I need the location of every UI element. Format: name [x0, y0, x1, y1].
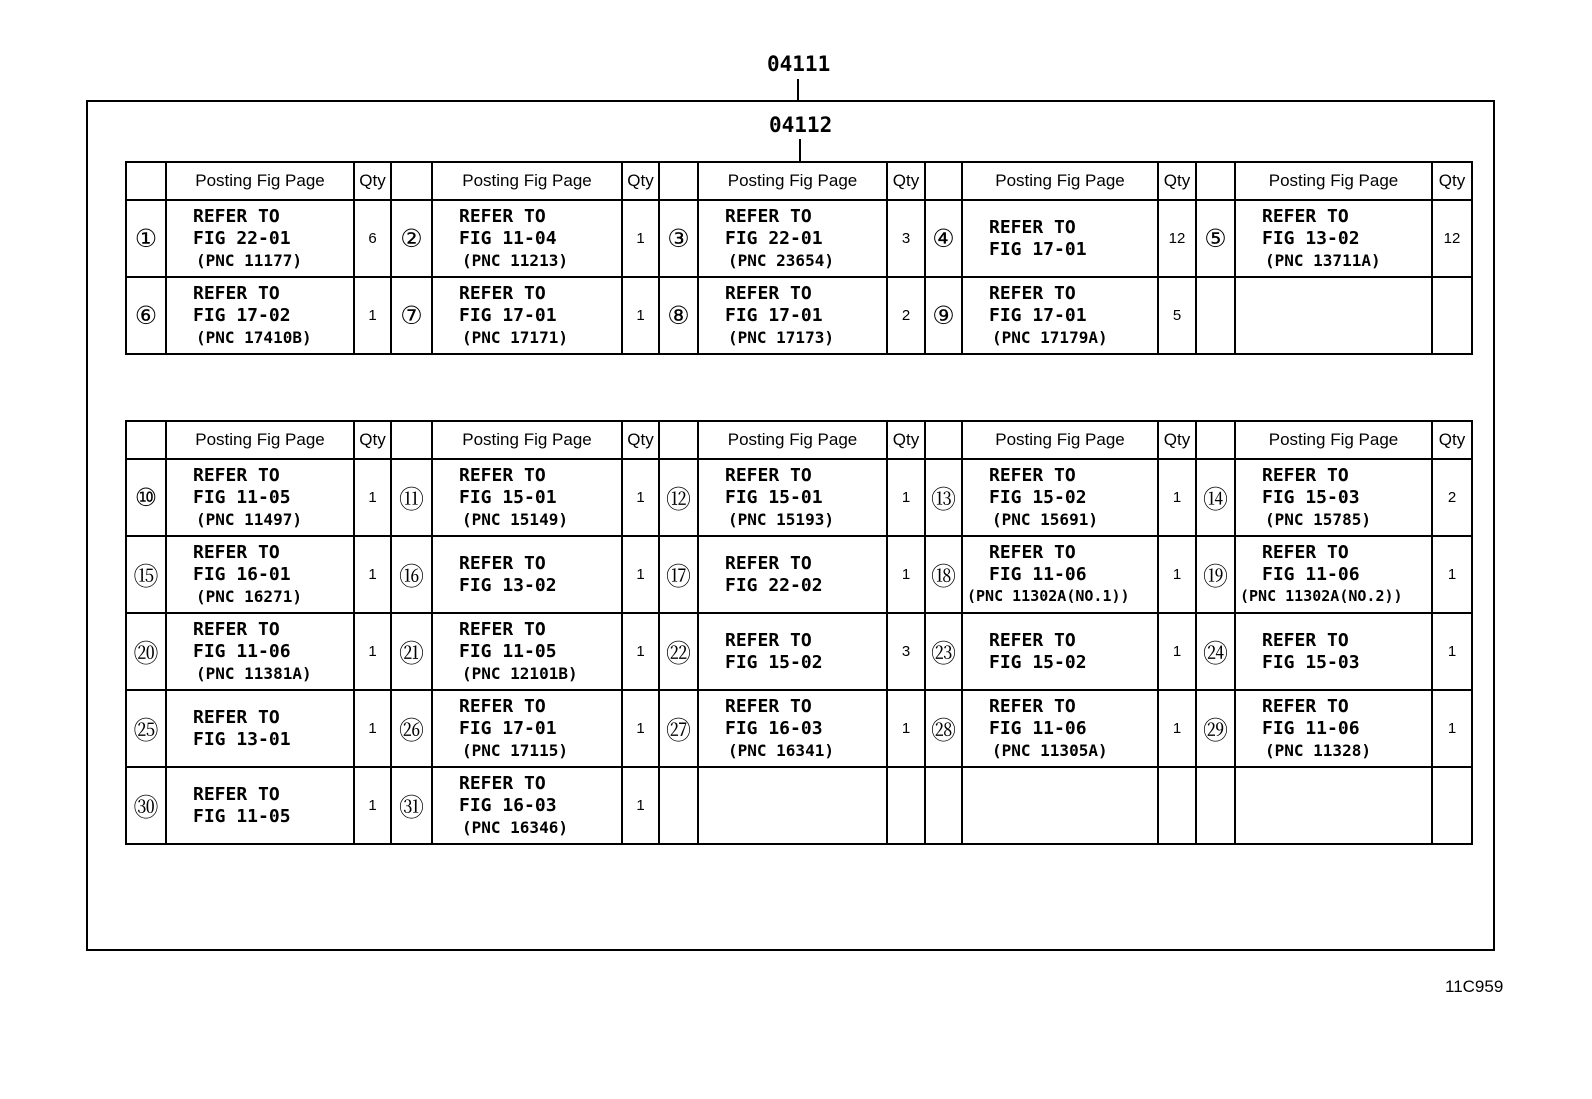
reference-cell — [962, 200, 1158, 277]
header-posting-fig-page: Posting Fig Page — [432, 421, 622, 459]
qty-value: 3 — [887, 200, 925, 277]
table-row — [126, 200, 1472, 277]
fig-ref-text: FIG 11-06 — [1262, 564, 1360, 585]
reference-text — [963, 283, 1157, 348]
refer-to-text: REFER TO — [193, 619, 280, 640]
header-posting-fig-page: Posting Fig Page — [1235, 421, 1432, 459]
refer-to-text: REFER TO — [459, 206, 546, 227]
pnc-text: (PNC 11302A(NO.2)) — [1240, 587, 1403, 605]
header-posting-fig-page: Posting Fig Page — [432, 162, 622, 200]
qty-value — [1432, 767, 1472, 844]
qty-value: 1 — [1432, 613, 1472, 690]
qty-value: 1 — [622, 536, 659, 613]
reference-cell — [698, 200, 887, 277]
header-posting-fig-page: Posting Fig Page — [1235, 162, 1432, 200]
item-number: ㉘ — [925, 690, 962, 767]
reference-cell — [432, 613, 622, 690]
reference-text — [1236, 206, 1431, 271]
refer-to-text: REFER TO — [725, 465, 812, 486]
reference-text — [1236, 542, 1431, 607]
qty-value: 1 — [622, 613, 659, 690]
pnc-text: (PNC 16346) — [462, 818, 568, 837]
header-blank-cell — [659, 421, 698, 459]
pnc-text: (PNC 16271) — [196, 587, 302, 606]
reference-text — [699, 630, 886, 674]
reference-text — [433, 283, 621, 348]
reference-cell — [1235, 613, 1432, 690]
qty-value: 1 — [1158, 613, 1196, 690]
reference-cell — [698, 459, 887, 536]
reference-text — [699, 465, 886, 530]
item-number: ㉕ — [126, 690, 166, 767]
refer-to-text: REFER TO — [193, 465, 280, 486]
qty-value — [1158, 767, 1196, 844]
refer-to-text: REFER TO — [1262, 542, 1349, 563]
subassembly-leader-line — [799, 139, 801, 162]
header-qty: Qty — [1432, 421, 1472, 459]
qty-value: 1 — [1158, 459, 1196, 536]
refer-to-text: REFER TO — [1262, 465, 1349, 486]
diagram-id: 11C959 — [1445, 977, 1504, 996]
reference-text — [699, 206, 886, 271]
reference-cell — [432, 767, 622, 844]
pnc-text: (PNC 17173) — [728, 328, 834, 347]
header-qty: Qty — [1158, 162, 1196, 200]
item-number: ㉗ — [659, 690, 698, 767]
reference-text — [1236, 630, 1431, 674]
header-posting-fig-page: Posting Fig Page — [166, 421, 354, 459]
qty-value: 2 — [1432, 459, 1472, 536]
fig-ref-text: FIG 17-02 — [193, 305, 291, 326]
reference-cell — [698, 536, 887, 613]
item-number: ㉚ — [126, 767, 166, 844]
refer-to-text: REFER TO — [193, 706, 280, 728]
reference-cell — [166, 200, 354, 277]
refer-to-text: REFER TO — [725, 552, 812, 574]
item-number: ① — [126, 200, 166, 277]
reference-cell — [1235, 767, 1432, 844]
header-qty: Qty — [354, 421, 391, 459]
pnc-text: (PNC 11328) — [1265, 741, 1371, 760]
pnc-text: (PNC 13711A) — [1265, 251, 1381, 270]
reference-table-1 — [125, 161, 1473, 355]
reference-text — [1236, 696, 1431, 761]
reference-cell — [166, 536, 354, 613]
fig-ref-text: FIG 17-01 — [459, 718, 557, 739]
refer-to-text: REFER TO — [725, 629, 812, 651]
fig-ref-text: FIG 17-01 — [989, 238, 1087, 260]
fig-ref-text: FIG 11-04 — [459, 228, 557, 249]
pnc-text: (PNC 17115) — [462, 741, 568, 760]
fig-ref-text: FIG 22-02 — [725, 574, 823, 596]
item-number: ⑧ — [659, 277, 698, 354]
fig-ref-text: FIG 15-01 — [459, 487, 557, 508]
refer-to-text: REFER TO — [989, 696, 1076, 717]
pnc-text: (PNC 15785) — [1265, 510, 1371, 529]
refer-to-text: REFER TO — [193, 283, 280, 304]
qty-value: 1 — [622, 277, 659, 354]
header-posting-fig-page: Posting Fig Page — [698, 162, 887, 200]
reference-cell — [1235, 536, 1432, 613]
fig-ref-text: FIG 11-05 — [193, 487, 291, 508]
item-number: ⑳ — [126, 613, 166, 690]
reference-cell — [432, 277, 622, 354]
fig-ref-text: FIG 15-03 — [1262, 651, 1360, 673]
header-row — [126, 421, 1472, 459]
refer-to-text: REFER TO — [725, 696, 812, 717]
fig-ref-text: FIG 15-02 — [989, 487, 1087, 508]
pnc-text: (PNC 11302A(NO.1)) — [967, 587, 1130, 605]
reference-text — [963, 542, 1157, 607]
qty-value: 2 — [887, 277, 925, 354]
item-number: ⑭ — [1196, 459, 1235, 536]
item-number: ⑲ — [1196, 536, 1235, 613]
reference-cell — [432, 200, 622, 277]
item-number: ㉒ — [659, 613, 698, 690]
pnc-text: (PNC 15691) — [992, 510, 1098, 529]
reference-text — [433, 206, 621, 271]
pnc-text: (PNC 12101B) — [462, 664, 578, 683]
refer-to-text: REFER TO — [1262, 696, 1349, 717]
fig-ref-text: FIG 11-06 — [989, 564, 1087, 585]
pnc-text: (PNC 17410B) — [196, 328, 312, 347]
fig-ref-text: FIG 22-01 — [193, 228, 291, 249]
reference-text — [699, 696, 886, 761]
header-qty: Qty — [622, 162, 659, 200]
qty-value: 12 — [1432, 200, 1472, 277]
fig-ref-text: FIG 11-06 — [1262, 718, 1360, 739]
refer-to-text: REFER TO — [193, 542, 280, 563]
qty-value: 1 — [354, 613, 391, 690]
reference-cell — [962, 767, 1158, 844]
item-number: ⑥ — [126, 277, 166, 354]
refer-to-text: REFER TO — [459, 696, 546, 717]
item-number: ㉑ — [391, 613, 432, 690]
refer-to-text: REFER TO — [459, 773, 546, 794]
fig-ref-text: FIG 13-02 — [1262, 228, 1360, 249]
item-number: ⑦ — [391, 277, 432, 354]
item-number: ③ — [659, 200, 698, 277]
header-posting-fig-page: Posting Fig Page — [698, 421, 887, 459]
qty-value — [887, 767, 925, 844]
fig-ref-text: FIG 13-01 — [193, 728, 291, 750]
reference-cell — [698, 767, 887, 844]
header-blank-cell — [126, 162, 166, 200]
reference-cell — [1235, 459, 1432, 536]
item-number: ⑮ — [126, 536, 166, 613]
reference-text — [167, 707, 353, 751]
qty-value: 1 — [1432, 536, 1472, 613]
header-qty: Qty — [1432, 162, 1472, 200]
reference-text — [1236, 465, 1431, 530]
reference-text — [433, 553, 621, 597]
refer-to-text: REFER TO — [989, 629, 1076, 651]
pnc-text: (PNC 16341) — [728, 741, 834, 760]
qty-value: 1 — [1158, 536, 1196, 613]
reference-cell — [166, 277, 354, 354]
fig-ref-text: FIG 11-05 — [459, 641, 557, 662]
reference-text — [963, 630, 1157, 674]
reference-text — [963, 465, 1157, 530]
refer-to-text: REFER TO — [725, 283, 812, 304]
fig-ref-text: FIG 17-01 — [459, 305, 557, 326]
fig-ref-text: FIG 15-02 — [989, 651, 1087, 673]
table-row — [126, 613, 1472, 690]
header-qty: Qty — [354, 162, 391, 200]
refer-to-text: REFER TO — [989, 283, 1076, 304]
header-qty: Qty — [622, 421, 659, 459]
reference-cell — [166, 767, 354, 844]
refer-to-text: REFER TO — [1262, 206, 1349, 227]
header-row — [126, 162, 1472, 200]
qty-value: 1 — [887, 459, 925, 536]
header-posting-fig-page: Posting Fig Page — [962, 162, 1158, 200]
reference-text — [167, 206, 353, 271]
header-posting-fig-page: Posting Fig Page — [166, 162, 354, 200]
pnc-text: (PNC 11305A) — [992, 741, 1108, 760]
pnc-text: (PNC 11177) — [196, 251, 302, 270]
reference-cell — [1235, 690, 1432, 767]
pnc-text: (PNC 23654) — [728, 251, 834, 270]
table-row — [126, 459, 1472, 536]
refer-to-text: REFER TO — [193, 206, 280, 227]
header-blank-cell — [126, 421, 166, 459]
fig-ref-text: FIG 16-03 — [459, 795, 557, 816]
reference-cell — [698, 690, 887, 767]
reference-cell — [698, 613, 887, 690]
header-qty: Qty — [887, 421, 925, 459]
assembly-label: 04111 — [767, 52, 831, 76]
qty-value: 1 — [354, 690, 391, 767]
refer-to-text: REFER TO — [459, 283, 546, 304]
fig-ref-text: FIG 15-03 — [1262, 487, 1360, 508]
item-number: ② — [391, 200, 432, 277]
reference-text — [167, 465, 353, 530]
fig-ref-text: FIG 17-01 — [989, 305, 1087, 326]
qty-value: 1 — [622, 200, 659, 277]
pnc-text: (PNC 17171) — [462, 328, 568, 347]
reference-cell — [166, 690, 354, 767]
item-number: ⑯ — [391, 536, 432, 613]
header-qty: Qty — [887, 162, 925, 200]
qty-value — [1432, 277, 1472, 354]
item-number: ⑪ — [391, 459, 432, 536]
reference-cell — [1235, 200, 1432, 277]
item-number — [1196, 767, 1235, 844]
header-qty: Qty — [1158, 421, 1196, 459]
header-blank-cell — [391, 162, 432, 200]
qty-value: 1 — [1158, 690, 1196, 767]
reference-cell — [432, 690, 622, 767]
item-number: ㉔ — [1196, 613, 1235, 690]
header-blank-cell — [659, 162, 698, 200]
pnc-text: (PNC 11213) — [462, 251, 568, 270]
fig-ref-text: FIG 16-01 — [193, 564, 291, 585]
item-number: ⑬ — [925, 459, 962, 536]
pnc-text: (PNC 17179A) — [992, 328, 1108, 347]
table-row — [126, 536, 1472, 613]
item-number: ㉛ — [391, 767, 432, 844]
item-number: ④ — [925, 200, 962, 277]
reference-text — [167, 283, 353, 348]
pnc-text: (PNC 15149) — [462, 510, 568, 529]
reference-text — [699, 553, 886, 597]
header-blank-cell — [1196, 162, 1235, 200]
reference-text — [167, 784, 353, 828]
refer-to-text: REFER TO — [459, 552, 546, 574]
item-number: ㉓ — [925, 613, 962, 690]
refer-to-text: REFER TO — [989, 465, 1076, 486]
qty-value: 1 — [354, 459, 391, 536]
reference-text — [1236, 795, 1431, 817]
pnc-text: (PNC 11381A) — [196, 664, 312, 683]
item-number: ⑤ — [1196, 200, 1235, 277]
refer-to-text: REFER TO — [459, 619, 546, 640]
reference-cell — [166, 459, 354, 536]
reference-cell — [962, 536, 1158, 613]
refer-to-text: REFER TO — [459, 465, 546, 486]
header-blank-cell — [391, 421, 432, 459]
reference-cell — [962, 613, 1158, 690]
item-number: ⑨ — [925, 277, 962, 354]
fig-ref-text: FIG 15-02 — [725, 651, 823, 673]
reference-text — [433, 619, 621, 684]
header-blank-cell — [925, 421, 962, 459]
qty-value: 1 — [887, 690, 925, 767]
pnc-text: (PNC 15193) — [728, 510, 834, 529]
reference-cell — [432, 536, 622, 613]
reference-text — [433, 465, 621, 530]
reference-cell — [962, 277, 1158, 354]
header-blank-cell — [1196, 421, 1235, 459]
qty-value: 1 — [1432, 690, 1472, 767]
item-number: ⑫ — [659, 459, 698, 536]
reference-cell — [432, 459, 622, 536]
reference-text — [963, 696, 1157, 761]
qty-value: 1 — [354, 277, 391, 354]
pnc-text: (PNC 11497) — [196, 510, 302, 529]
item-number — [1196, 277, 1235, 354]
fig-ref-text: FIG 11-06 — [193, 641, 291, 662]
item-number — [659, 767, 698, 844]
qty-value: 6 — [354, 200, 391, 277]
reference-table-2 — [125, 420, 1473, 845]
table-row — [126, 277, 1472, 354]
refer-to-text: REFER TO — [725, 206, 812, 227]
reference-text — [167, 542, 353, 607]
fig-ref-text: FIG 13-02 — [459, 574, 557, 596]
reference-cell — [698, 277, 887, 354]
qty-value: 3 — [887, 613, 925, 690]
fig-ref-text: FIG 15-01 — [725, 487, 823, 508]
qty-value: 1 — [354, 536, 391, 613]
refer-to-text: REFER TO — [989, 216, 1076, 238]
reference-text — [963, 795, 1157, 817]
fig-ref-text: FIG 22-01 — [725, 228, 823, 249]
header-posting-fig-page: Posting Fig Page — [962, 421, 1158, 459]
item-number — [925, 767, 962, 844]
assembly-leader-line — [797, 79, 799, 101]
qty-value: 12 — [1158, 200, 1196, 277]
qty-value: 1 — [887, 536, 925, 613]
qty-value: 1 — [354, 767, 391, 844]
reference-cell — [962, 459, 1158, 536]
reference-text — [433, 773, 621, 838]
refer-to-text: REFER TO — [193, 783, 280, 805]
subassembly-label: 04112 — [769, 113, 833, 137]
qty-value: 5 — [1158, 277, 1196, 354]
item-number: ㉖ — [391, 690, 432, 767]
reference-text — [699, 283, 886, 348]
header-blank-cell — [925, 162, 962, 200]
reference-cell — [962, 690, 1158, 767]
fig-ref-text: FIG 16-03 — [725, 718, 823, 739]
qty-value: 1 — [622, 459, 659, 536]
reference-text — [963, 217, 1157, 261]
item-number: ㉙ — [1196, 690, 1235, 767]
refer-to-text: REFER TO — [1262, 629, 1349, 651]
reference-cell — [166, 613, 354, 690]
fig-ref-text: FIG 11-05 — [193, 805, 291, 827]
reference-text — [699, 795, 886, 817]
qty-value: 1 — [622, 767, 659, 844]
item-number: ⑩ — [126, 459, 166, 536]
fig-ref-text: FIG 17-01 — [725, 305, 823, 326]
refer-to-text: REFER TO — [989, 542, 1076, 563]
reference-text — [433, 696, 621, 761]
item-number: ⑰ — [659, 536, 698, 613]
qty-value: 1 — [622, 690, 659, 767]
reference-cell — [1235, 277, 1432, 354]
reference-text — [167, 619, 353, 684]
table-row — [126, 690, 1472, 767]
table-row — [126, 767, 1472, 844]
item-number: ⑱ — [925, 536, 962, 613]
fig-ref-text: FIG 11-06 — [989, 718, 1087, 739]
reference-text — [1236, 305, 1431, 327]
